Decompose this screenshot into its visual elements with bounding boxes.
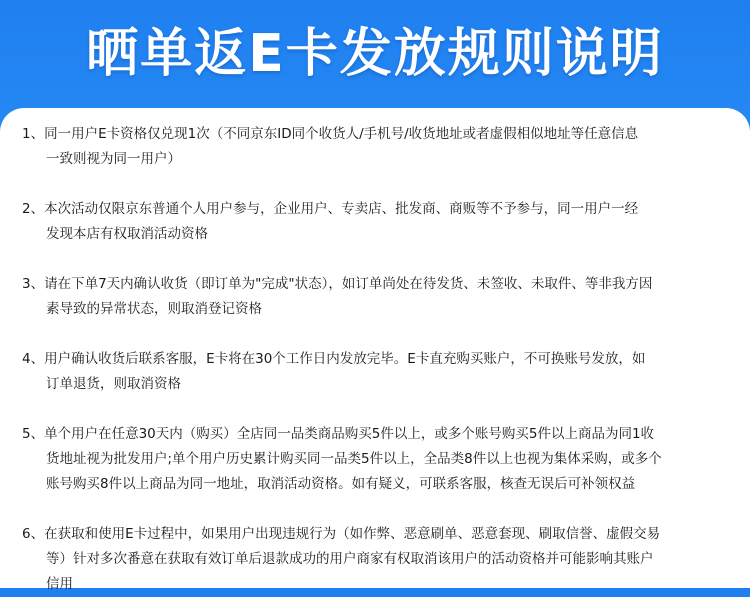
rule-text-line: 一致则视为同一用户） <box>46 151 181 167</box>
rule-text-line: 账号购买8件以上商品为同一地址，取消活动资格。如有疑义，可联系客服，核查无误后可补领权益 <box>46 476 636 492</box>
rule-number: 1、 <box>22 126 45 142</box>
rule-number: 4、 <box>22 351 45 367</box>
rule-text-line: 发现本店有权取消活动资格 <box>46 226 208 242</box>
header-banner <box>0 0 750 108</box>
rule-item-3 <box>22 272 736 322</box>
rule-text-line: 等）针对多次番意在获取有效订单后退款成功的用户商家有权取消该用户的活动资格并可能影响其账户 <box>46 551 654 567</box>
rule-number: 5、 <box>22 426 45 442</box>
rule-text-line: 信用 <box>46 576 73 592</box>
rule-item-2 <box>22 197 736 247</box>
rule-text-line: 本次活动仅限京东普通个人用户参与，企业用户、专卖店、批发商、商贩等不予参与，同一用户一经 <box>44 201 639 217</box>
rule-text-line: 货地址视为批发用户;单个用户历史累计购买同一品类5件以上，全品类8件以上也视为集体采购，或多个 <box>46 451 662 467</box>
rule-text-line: 请在下单7天内确认收货（即订单为"完成"状态），如订单尚处在待发货、未签收、未取件、等非我方因 <box>44 276 653 292</box>
rule-item-6 <box>22 522 736 597</box>
rule-text-line: 用户确认收货后联系客服，E卡将在30个工作日内发放完毕。E卡直充购买账户，不可换账号发放，如 <box>44 351 646 367</box>
rule-text-line: 同一用户E卡资格仅兑现1次（不同京东ID同个收货人/手机号/收货地址或者虚假相似地址等任意信息 <box>44 126 639 142</box>
rule-text-line: 单个用户在任意30天内（购买）全店同一品类商品购买5件以上，或多个账号购买5件以上商品为同1收 <box>44 426 655 442</box>
rule-number: 6、 <box>22 526 45 542</box>
rule-number: 2、 <box>22 201 45 217</box>
rule-number: 3、 <box>22 276 45 292</box>
rule-text-line: 在获取和使用E卡过程中，如果用户出现违规行为（如作弊、恶意刷单、恶意套现、刷取信誉、虚假交易 <box>44 526 661 542</box>
rules-panel <box>0 108 750 592</box>
rule-text-line: 订单退货，则取消资格 <box>46 376 181 392</box>
rule-item-4 <box>22 347 736 397</box>
rule-item-1 <box>22 122 736 172</box>
rule-item-5 <box>22 422 736 497</box>
rule-text-line: 素导致的异常状态，则取消登记资格 <box>46 301 262 317</box>
page-title: 晒单返E卡发放规则说明 <box>86 24 664 84</box>
